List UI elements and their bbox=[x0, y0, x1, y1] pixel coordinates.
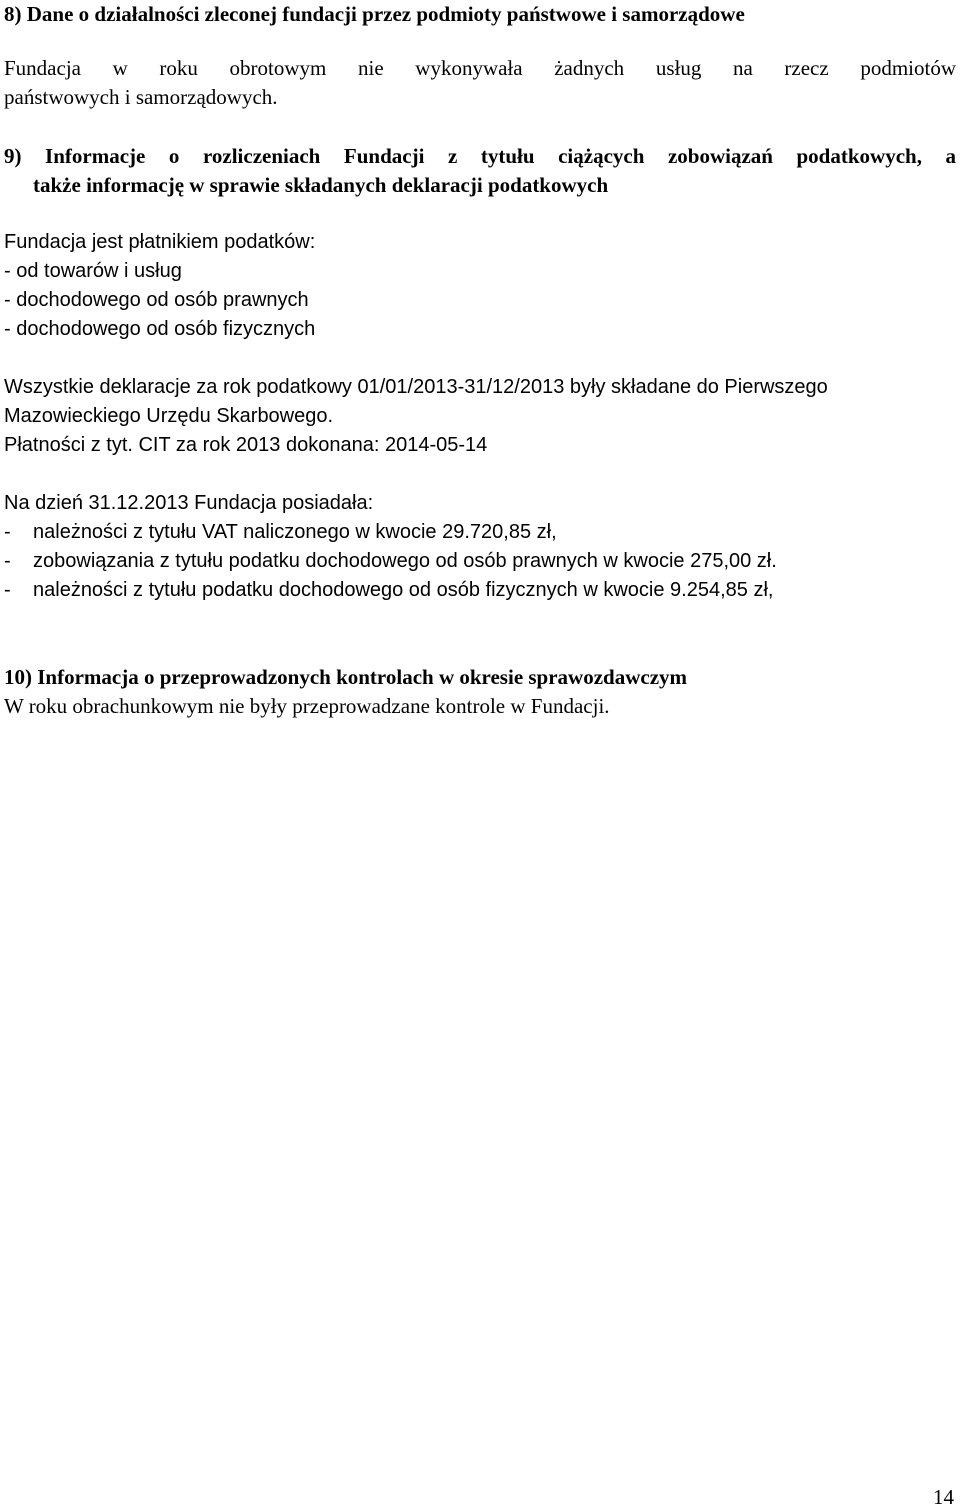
section-8-paragraph-line-2: państwowych i samorządowych. bbox=[4, 85, 278, 109]
cit-payment: Płatności z tyt. CIT za rok 2013 dokonana: 2014-05-14 bbox=[4, 434, 488, 456]
section-9-heading-line-1: 9) Informacje o rozliczeniach Fundacji z tytułu ciążących zobowiązań podatkowych, a bbox=[4, 144, 956, 168]
balance-item bbox=[4, 547, 777, 576]
balance-item-text: należności z tytułu podatku dochodowego od osób fizycznych w kwocie 9.254,85 zł, bbox=[33, 579, 774, 601]
balance-item-text: należności z tytułu VAT naliczonego w kwocie 29.720,85 zł, bbox=[33, 521, 557, 543]
section-8-heading: 8) Dane o działalności zleconej fundacji przez podmioty państwowe i samorządowe bbox=[4, 2, 745, 26]
section-9-heading-line-2: także informację w sprawie składanych deklaracji podatkowych bbox=[33, 173, 609, 197]
tax-item: - dochodowego od osób fizycznych bbox=[4, 318, 316, 340]
list-dash: - bbox=[4, 521, 11, 543]
page-number: 14 bbox=[933, 1485, 954, 1509]
declarations-line-1: Wszystkie deklaracje za rok podatkowy 01/01/2013-31/12/2013 były składane do Pierwszego bbox=[4, 376, 828, 398]
tax-item: - dochodowego od osób prawnych bbox=[4, 289, 309, 311]
declarations-line-2: Mazowieckiego Urzędu Skarbowego. bbox=[4, 405, 334, 427]
tax-item: - od towarów i usług bbox=[4, 260, 182, 282]
section-8-paragraph-line-1: Fundacja w roku obrotowym nie wykonywała żadnych usług na rzecz podmiotów bbox=[4, 56, 956, 80]
taxpayer-intro: Fundacja jest płatnikiem podatków: bbox=[4, 231, 316, 253]
section-10-paragraph: W roku obrachunkowym nie były przeprowadzane kontrole w Fundacji. bbox=[4, 694, 610, 718]
list-dash: - bbox=[4, 579, 11, 601]
list-dash: - bbox=[4, 550, 11, 572]
balance-item bbox=[4, 576, 773, 605]
balance-item-text: zobowiązania z tytułu podatku dochodowego od osób prawnych w kwocie 275,00 zł. bbox=[33, 550, 777, 572]
balance-intro: Na dzień 31.12.2013 Fundacja posiadała: bbox=[4, 492, 374, 514]
balance-item bbox=[4, 518, 557, 547]
section-10-heading: 10) Informacja o przeprowadzonych kontrolach w okresie sprawozdawczym bbox=[4, 665, 688, 689]
